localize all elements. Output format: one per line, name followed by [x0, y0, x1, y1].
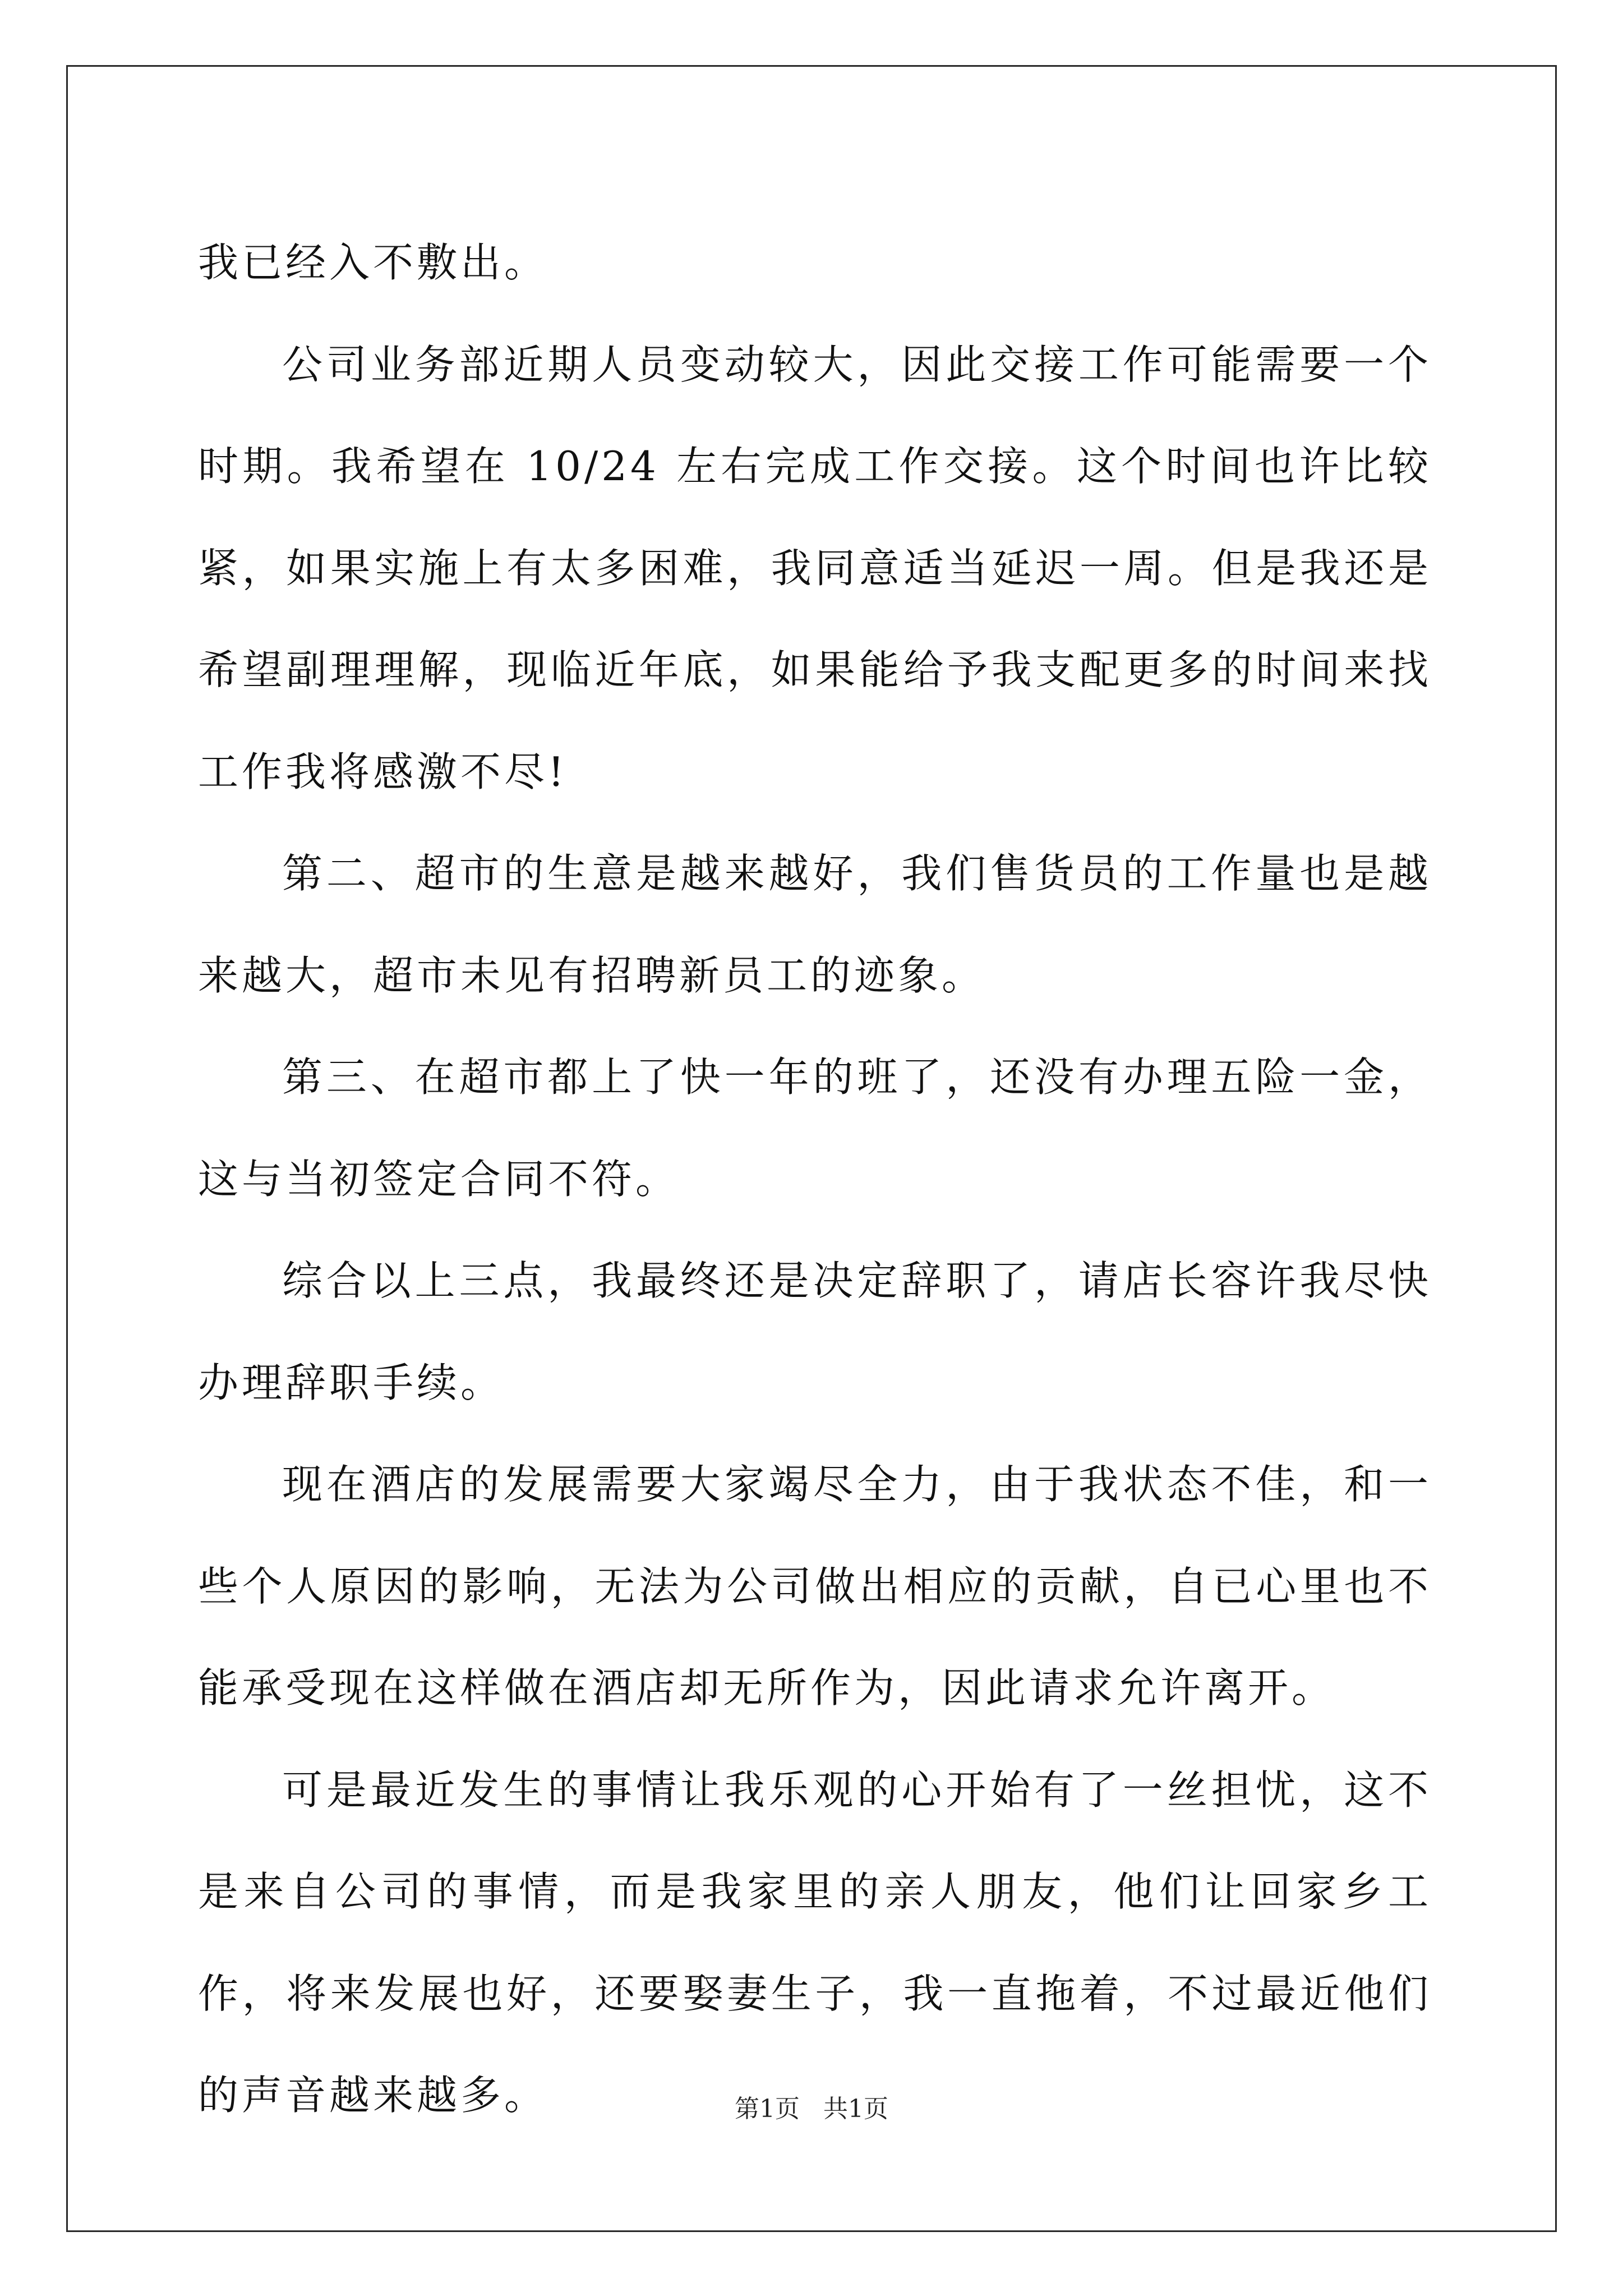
- paragraph-3: 第二、超市的生意是越来越好，我们售货员的工作量也是越来越大，超市未见有招聘新员工的迹象。: [198, 850, 1432, 999]
- paragraph-4: 第三、在超市都上了快一年的班了，还没有办理五险一金，这与当初签定合同不符。: [198, 1053, 1432, 1203]
- paragraph-7: 可是最近发生的事情让我乐观的心开始有了一丝担忧，这不是来自公司的事情，而是我家里的亲人朋友，他们让回家乡工作，将来发展也好，还要娶妻生子，我一直拖着，不过最近他们的声音越来越多。: [198, 1766, 1432, 2119]
- paragraph-1: 我已经入不敷出。: [198, 239, 548, 286]
- document-body: [198, 212, 1432, 2147]
- page-footer: 第1页 共1页: [735, 2095, 888, 2123]
- paragraph-5: 综合以上三点，我最终还是决定辞职了，请店长容许我尽快办理辞职手续。: [198, 1257, 1432, 1406]
- paragraph-2: 公司业务部近期人员变动较大，因此交接工作可能需要一个时期。我希望在 10/24 左右完成工作交接。这个时间也许比较紧，如果实施上有太多困难，我同意适当延迟一周。但是我还是希望副理理解，现临近年底，如果能给予我支配更多的时间来找工作我将感激不尽!: [198, 341, 1432, 795]
- paragraph-6: 现在酒店的发展需要大家竭尽全力，由于我状态不佳，和一些个人原因的影响，无法为公司做出相应的贡献，自已心里也不能承受现在这样做在酒店却无所作为，因此请求允许离开。: [198, 1461, 1432, 1711]
